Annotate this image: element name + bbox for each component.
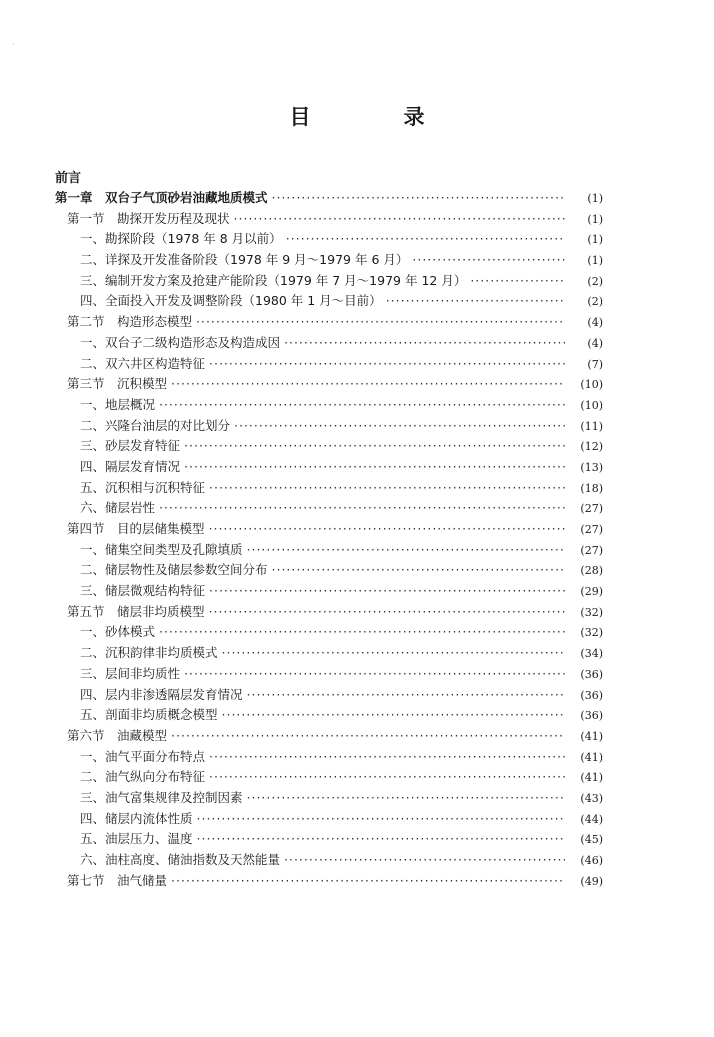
toc-entry-label: 三、层间非均质性 <box>80 665 181 681</box>
dot-leader <box>171 873 565 888</box>
toc-entry-label: 五、剖面非均质概念模型 <box>80 707 218 723</box>
toc-item-row[interactable] <box>0 333 714 354</box>
toc-entry-label: 一、储集空间类型及孔隙填质 <box>80 541 243 557</box>
toc-entry-label: 第六节 油藏模型 <box>67 727 168 743</box>
toc-page-number: (13) <box>580 460 603 474</box>
toc-item-row[interactable] <box>0 478 714 499</box>
toc-entry-label: 六、油柱高度、储油指数及天然能量 <box>80 852 281 867</box>
toc-page-number: (36) <box>580 667 603 681</box>
toc-item-row[interactable] <box>0 685 714 706</box>
toc-page-number: (29) <box>580 585 603 599</box>
page-title: 目 录 <box>289 105 461 129</box>
dot-leader <box>159 397 565 412</box>
dot-leader <box>184 459 565 474</box>
toc-entry-label: 三、砂层发育特征 <box>80 438 181 454</box>
dot-leader <box>234 211 565 226</box>
toc-page-number: (43) <box>580 791 603 805</box>
dot-leader <box>272 562 565 577</box>
toc-entry-label: 一、油气平面分布特点 <box>80 748 206 764</box>
toc-page-number: (1) <box>587 212 603 226</box>
toc-section-row[interactable] <box>0 374 714 395</box>
dot-leader <box>171 728 565 743</box>
dot-leader <box>159 624 565 639</box>
dot-leader <box>159 500 565 515</box>
toc-page-number: (4) <box>587 316 603 330</box>
dot-leader <box>286 231 565 246</box>
toc-entry-label: 四、储层内流体性质 <box>80 810 193 826</box>
toc-entry-label: 五、沉积相与沉积特征 <box>80 479 206 495</box>
toc-item-row[interactable] <box>0 229 714 250</box>
dot-leader <box>209 480 565 495</box>
dot-leader <box>247 790 565 805</box>
toc-item-row[interactable] <box>0 664 714 685</box>
toc-page-number: (18) <box>580 481 603 495</box>
toc-entry-label: 第一节 勘探开发历程及现状 <box>67 210 230 226</box>
dot-leader <box>234 418 565 433</box>
toc-page-number: (27) <box>580 502 603 516</box>
dot-leader <box>222 645 565 660</box>
toc-entry-label: 一、地层概况 <box>80 396 156 412</box>
toc-item-row[interactable] <box>0 767 714 788</box>
dot-leader <box>209 521 565 536</box>
toc-entry-label: 三、油气富集规律及控制因素 <box>80 789 243 805</box>
dot-leader <box>386 293 565 308</box>
toc-page-number: (10) <box>580 398 603 412</box>
toc-page-number: (27) <box>580 543 603 557</box>
toc-entry-label: 三、储层微观结构特征 <box>80 583 206 599</box>
toc-item-row[interactable] <box>0 850 714 871</box>
toc-item-row[interactable] <box>0 540 714 561</box>
toc-item-row[interactable] <box>0 705 714 726</box>
dot-leader <box>247 687 565 702</box>
toc-page-number: (36) <box>580 688 603 702</box>
toc-item-row[interactable] <box>0 809 714 830</box>
toc-page-number: (11) <box>580 419 603 433</box>
dot-leader <box>209 769 565 784</box>
toc-page-number: (41) <box>580 729 603 743</box>
toc-item-row[interactable] <box>0 436 714 457</box>
preface-entry[interactable]: 前言 <box>55 171 82 186</box>
toc-entry-label: 第四节 目的层储集模型 <box>67 521 205 536</box>
dot-leader <box>247 542 565 557</box>
toc-section-row[interactable] <box>0 871 714 892</box>
toc-entry-label: 第二节 构造形态模型 <box>67 314 193 330</box>
toc-entry-label: 第七节 油气储量 <box>67 872 168 888</box>
toc-item-row[interactable] <box>0 829 714 850</box>
scan-speck: · <box>12 40 15 50</box>
toc-page-number: (28) <box>580 564 603 578</box>
toc-page-number: (7) <box>587 357 603 371</box>
dot-leader <box>470 273 565 288</box>
dot-leader <box>197 831 565 846</box>
toc-page-number: (32) <box>580 626 603 640</box>
toc-page-number: (49) <box>580 874 603 888</box>
toc-page-number: (45) <box>580 833 603 847</box>
toc-entry-label: 二、兴隆台油层的对比划分 <box>80 417 231 433</box>
dot-leader <box>184 666 565 681</box>
toc-entry-label: 一、双台子二级构造形态及构造成因 <box>80 334 281 350</box>
toc-entry-label: 第一章 双台子气顶砂岩油藏地质模式 <box>55 190 268 205</box>
toc-entry-label: 三、编制开发方案及抢建产能阶段（1979 年 7 月～1979 年 12 月） <box>80 272 467 288</box>
dot-leader <box>197 811 565 826</box>
toc-entry-label: 四、层内非渗透隔层发育情况 <box>80 686 243 702</box>
toc-entry-label: 五、油层压力、温度 <box>80 831 193 847</box>
toc-item-row[interactable] <box>0 271 714 292</box>
dot-leader <box>284 335 565 350</box>
toc-page-number: (1) <box>587 192 603 205</box>
toc-item-row[interactable] <box>0 747 714 768</box>
toc-entry-label: 四、隔层发育情况 <box>80 458 181 474</box>
dot-leader <box>184 438 565 453</box>
toc-entry-label: 二、油气纵向分布特征 <box>80 769 206 785</box>
toc-item-row[interactable] <box>0 581 714 602</box>
dot-leader <box>209 356 565 371</box>
dot-leader <box>209 749 565 764</box>
toc-entry-label: 一、勘探阶段（1978 年 8 月以前） <box>80 231 282 247</box>
toc-section-row[interactable] <box>0 209 714 230</box>
toc-item-row[interactable] <box>0 622 714 643</box>
toc-page-number: (36) <box>580 709 603 723</box>
toc-page-number: (41) <box>580 750 603 764</box>
dot-leader <box>171 376 565 391</box>
toc-page-number: (10) <box>580 378 603 392</box>
toc-page-number: (4) <box>587 336 603 350</box>
toc-section-row[interactable] <box>0 519 714 540</box>
toc-item-row[interactable] <box>0 395 714 416</box>
toc-entry-label: 第五节 储层非均质模型 <box>67 603 205 619</box>
toc-item-row[interactable] <box>0 788 714 809</box>
toc-item-row[interactable] <box>0 643 714 664</box>
toc-page-number: (46) <box>580 854 603 867</box>
toc-entry-label: 四、全面投入开发及调整阶段（1980 年 1 月～目前） <box>80 293 382 309</box>
toc-page-number: (27) <box>580 523 603 536</box>
toc-page-number: (41) <box>580 771 603 785</box>
dot-leader <box>196 314 565 329</box>
dot-leader <box>412 252 565 267</box>
toc-section-row[interactable] <box>0 726 714 747</box>
toc-page-number: (2) <box>587 295 603 309</box>
toc-page-number: (32) <box>580 605 603 619</box>
toc-page-number: (12) <box>580 440 603 454</box>
toc-entry-label: 一、砂体模式 <box>80 624 156 640</box>
toc-item-row[interactable] <box>0 416 714 437</box>
dot-leader <box>272 190 565 205</box>
toc-entry-label: 二、储层物性及储层参数空间分布 <box>80 562 268 578</box>
table-of-contents <box>0 188 714 891</box>
toc-section-row[interactable] <box>0 312 714 333</box>
toc-page-number: (1) <box>587 254 603 268</box>
toc-item-row[interactable] <box>0 354 714 375</box>
toc-page-number: (1) <box>587 233 603 247</box>
dot-leader <box>222 707 565 722</box>
dot-leader <box>209 604 565 619</box>
toc-page-number: (44) <box>580 812 603 826</box>
toc-item-row[interactable] <box>0 560 714 581</box>
toc-entry-label: 二、沉积韵律非均质模式 <box>80 645 218 661</box>
toc-chapter-row[interactable] <box>0 188 714 209</box>
toc-item-row[interactable] <box>0 498 714 519</box>
toc-page-number: (34) <box>580 647 603 661</box>
toc-entry-label: 二、双六井区构造特征 <box>80 355 206 371</box>
toc-item-row[interactable] <box>0 291 714 312</box>
toc-entry-label: 第三节 沉积模型 <box>67 376 168 392</box>
toc-item-row[interactable] <box>0 457 714 478</box>
toc-page-number: (2) <box>587 274 603 288</box>
toc-entry-label: 六、储层岩性 <box>80 500 156 516</box>
toc-item-row[interactable] <box>0 250 714 271</box>
dot-leader <box>209 583 565 598</box>
toc-section-row[interactable] <box>0 602 714 623</box>
toc-entry-label: 二、详探及开发准备阶段（1978 年 9 月～1979 年 6 月） <box>80 252 409 268</box>
dot-leader <box>284 852 565 867</box>
